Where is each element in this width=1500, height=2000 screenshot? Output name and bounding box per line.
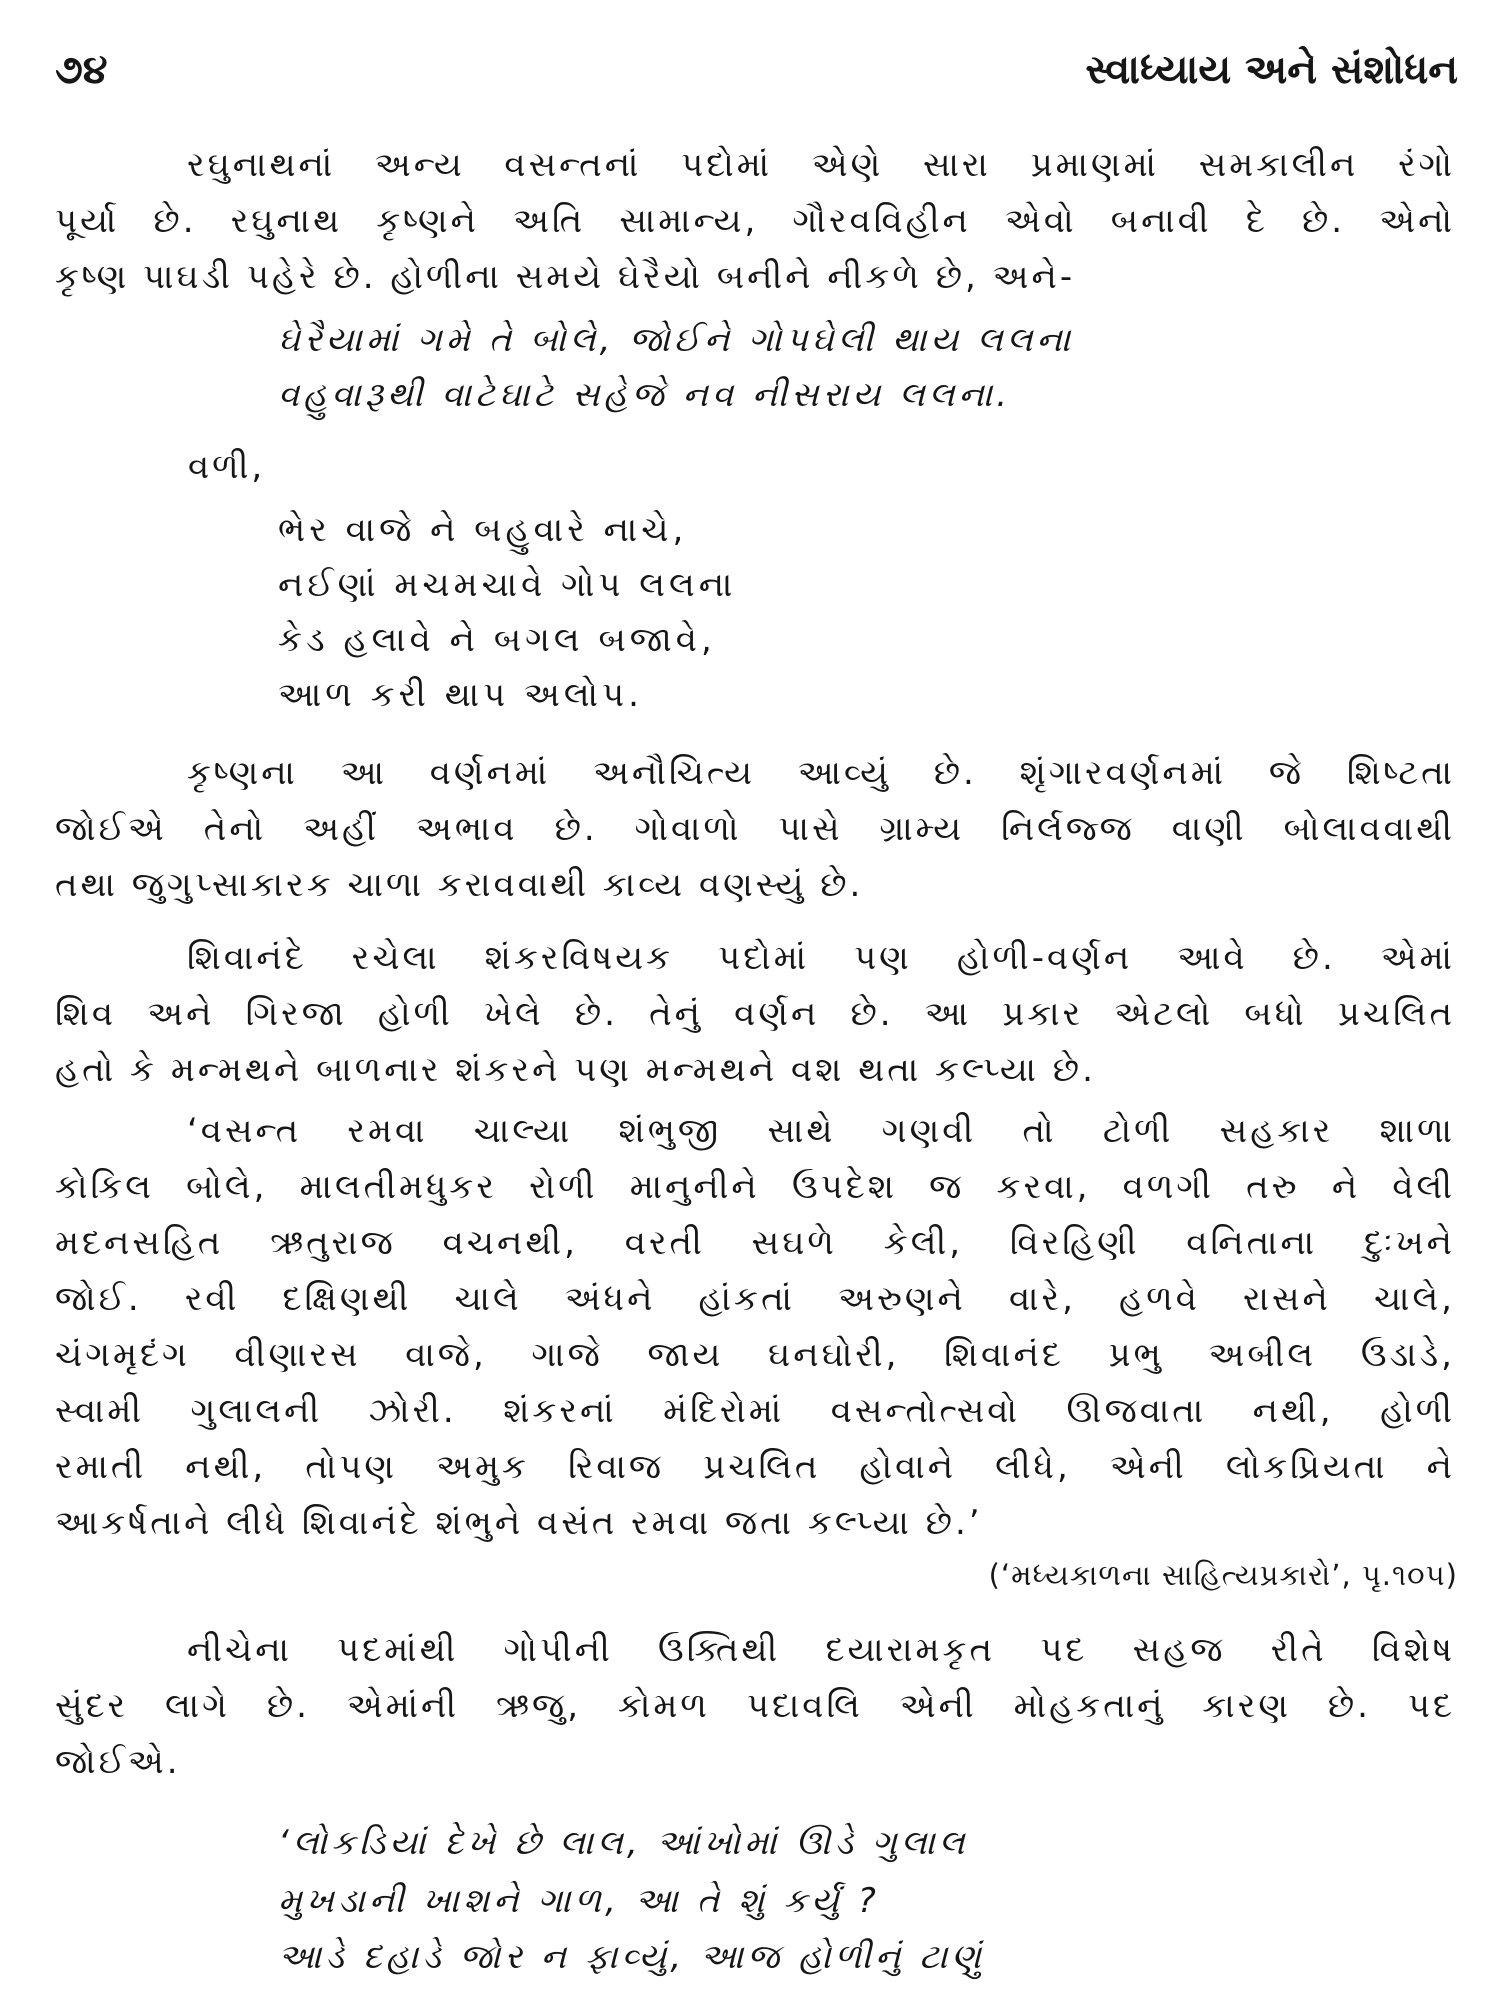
paragraph-line: કૃષ્ણ પાઘડી પહેરે છે. હોળીના સમયે ઘેરૈયો બનીને નીકળે છે, અને- — [55, 257, 1076, 297]
verse-line: ઘેરૈયામાં ગમે તે બોલે, જોઈને ગોપઘેલી થાય લલના — [278, 320, 1075, 360]
paragraph-line: સુંદર લાગે છે. એમાંની ઋજુ, કોમળ પદાવલિ એની મોહકતાનું કારણ છે. પદ — [55, 1686, 1455, 1726]
paragraph-line: શિવ અને ગિરજા હોળી ખેલે છે. તેનું વર્ણન છે. આ પ્રકાર એટલો બધો પ્રચલિત — [55, 994, 1455, 1034]
paragraph-line: પૂર્યા છે. રઘુનાથ કૃષ્ણને અતિ સામાન્ય, ગૌરવવિહીન એવો બનાવી દે છે. એનો — [55, 201, 1455, 241]
quote-line: ‘વસન્ત રમવા ચાલ્યા શંભુજી સાથે ગણવી તો ટોળી સહકાર શાળા — [187, 1111, 1455, 1151]
paragraph-line: જોઈએ. — [55, 1742, 181, 1782]
verse-line: આળ કરી થાપ અલોપ. — [278, 675, 643, 715]
quote-line: સ્વામી ગુલાલની ઝોરી. શંકરનાં મંદિરોમાં વસન્તોત્સવો ઊજવાતા નથી, હોળી — [55, 1391, 1455, 1431]
paragraph-line: હતો કે મન્મથને બાળનાર શંકરને પણ મન્મથને વશ થતા કલ્પ્યા છે. — [55, 1050, 1096, 1090]
verse-line: વહુવારૂથી વાટેઘાટે સહેજે નવ નીસરાય લલના. — [278, 375, 1012, 415]
citation: (‘મધ્યકાળના સાહિત્યપ્રકારો’, પૃ.૧૦૫) — [988, 1558, 1458, 1592]
paragraph-line: નીચેના પદમાંથી ગોપીની ઉક્તિથી દયારામકૃત પદ સહજ રીતે વિશેષ — [187, 1630, 1455, 1670]
verse-line: ભેર વાજે ને બહુવારે નાચે, — [278, 510, 688, 550]
quote-line: મદનસહિત ઋતુરાજ વચનથી, વરતી સઘળે કેલી, વિરહિણી વનિતાના દુઃખને — [55, 1223, 1455, 1263]
paragraph-line: શિવાનંદે રચેલા શંકરવિષયક પદોમાં પણ હોળી-વર્ણન આવે છે. એમાં — [187, 938, 1455, 978]
page-number: ૭૪ — [55, 47, 108, 93]
quote-line: રમાતી નથી, તોપણ અમુક રિવાજ પ્રચલિત હોવાને લીધે, એની લોકપ્રિયતા ને — [55, 1447, 1455, 1487]
quote-line: ચંગમૃદંગ વીણારસ વાજે, ગાજે જાય ઘનઘોરી, શિવાનંદ પ્રભુ અબીલ ઉડાડે, — [55, 1335, 1455, 1375]
verse-line: કેડ હલાવે ને બગલ બજાવે, — [278, 620, 716, 660]
quote-line: આકર્ષતાને લીધે શિવાનંદે શંભુને વસંત રમવા જતા કલ્પ્યા છે.’ — [55, 1503, 983, 1543]
verse-line: નઈણાં મચમચાવે ગોપ લલના — [278, 565, 737, 605]
verse-line: ‘લોકડિયાં દેખે છે લાલ, આંખોમાં ઊડે ગુલાલ — [278, 1823, 969, 1863]
verse-line: મુખડાની ખાશને ગાળ, આ તે શું કર્યું ? — [278, 1881, 880, 1921]
connector-word: વળી, — [188, 447, 266, 487]
paragraph-line: રઘુનાથનાં અન્ય વસન્તનાં પદોમાં એણે સારા પ્રમાણમાં સમકાલીન રંગો — [187, 145, 1455, 185]
quote-line: કોકિલ બોલે, માલતીમધુકર રોળી માનુનીને ઉપદેશ જ કરવા, વળગી તરુ ને વેલી — [55, 1167, 1455, 1207]
quote-line: જોઈ. રવી દક્ષિણથી ચાલે અંધને હાંકતાં અરુણને વારે, હળવે રાસને ચાલે, — [55, 1279, 1455, 1319]
paragraph-line: તથા જુગુપ્સાકારક ચાળા કરાવવાથી કાવ્ય વણસ્યું છે. — [55, 865, 864, 905]
verse-line: આડે દહાડે જોર ન ફાવ્યું, આજ હોળીનું ટાણું — [278, 1937, 986, 1977]
running-title: સ્વાધ્યાય અને સંશોધન — [1085, 47, 1458, 93]
paragraph-line: કૃષ્ણના આ વર્ણનમાં અનૌચિત્ય આવ્યું છે. શૃંગારવર્ણનમાં જે શિષ્ટતા — [187, 753, 1455, 793]
paragraph-line: જોઈએ તેનો અહીં અભાવ છે. ગોવાળો પાસે ગ્રામ્ય નિર્લજ્જ વાણી બોલાવવાથી — [55, 809, 1455, 849]
